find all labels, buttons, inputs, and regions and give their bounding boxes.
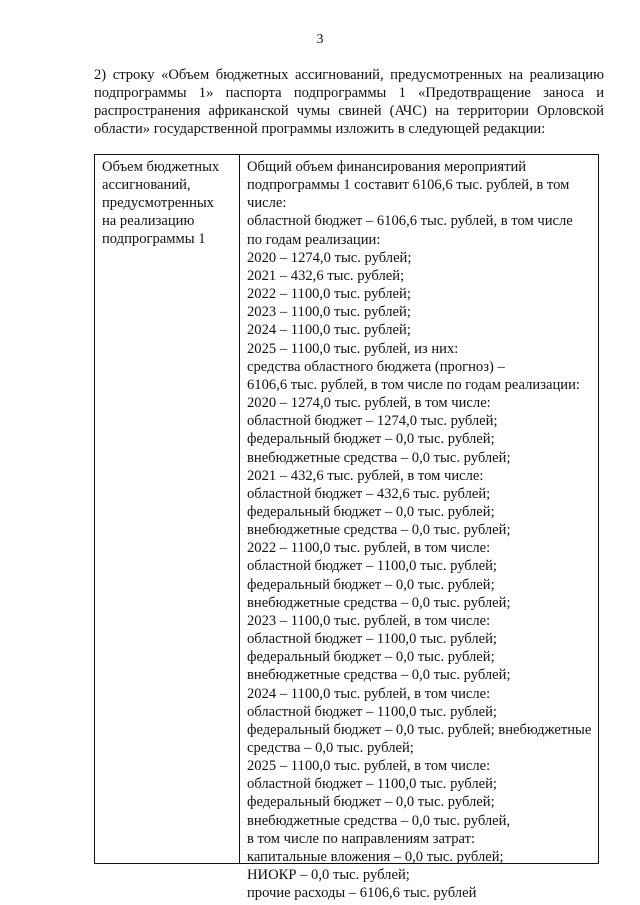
financing-line: областной бюджет – 1274,0 тыс. рублей; — [247, 413, 498, 430]
financing-line: внебюджетные средства – 0,0 тыс. рублей; — [247, 594, 511, 611]
financing-line: средства – 0,0 тыс. рублей; — [247, 740, 414, 756]
financing-line: областной бюджет – 1100,0 тыс. рублей; — [247, 776, 497, 793]
financing-line: числе: — [247, 195, 287, 212]
financing-line: 2023 – 1100,0 тыс. рублей; — [247, 304, 411, 321]
financing-line: 2024 – 1100,0 тыс. рублей; — [247, 322, 411, 339]
financing-line: внебюджетные средства – 0,0 тыс. рублей; — [247, 449, 511, 466]
intro-paragraph: 2) строку «Объем бюджетных ассигнований, предусмотренных на реализацию подпрограммы 1» паспорта подпрограммы 1 «Предотвращение заноса и распространения африканской чумы свиней (АЧС) на территории Орловской области» государственной программы изложить в следующей редакции: — [94, 67, 604, 137]
left-label-line: предусмотренных — [102, 195, 214, 211]
financing-line: в том числе по направлениям затрат: — [247, 830, 476, 847]
right-content-cell — [247, 158, 597, 902]
left-label-line: ассигнований, — [102, 177, 191, 193]
left-label-line: подпрограммы 1 — [102, 231, 206, 247]
financing-line: федеральный бюджет – 0,0 тыс. рублей; — [247, 794, 495, 811]
financing-line: федеральный бюджет – 0,0 тыс. рублей; — [247, 431, 495, 448]
financing-line: 6106,6 тыс. рублей, в том числе по годам реализации: — [247, 376, 580, 393]
financing-line: областной бюджет – 1100,0 тыс. рублей; — [247, 558, 497, 575]
financing-line: федеральный бюджет – 0,0 тыс. рублей; — [247, 649, 495, 666]
page-number: 3 — [316, 32, 324, 47]
financing-line: по годам реализации: — [247, 231, 381, 248]
financing-line: областной бюджет – 1100,0 тыс. рублей; — [247, 703, 497, 720]
financing-line: прочие расходы – 6106,6 тыс. рублей — [247, 885, 477, 902]
financing-line: 2022 – 1100,0 тыс. рублей, в том числе: — [247, 540, 491, 557]
financing-line: 2025 – 1100,0 тыс. рублей, из них: — [247, 340, 459, 357]
budget-table — [94, 154, 599, 902]
financing-line: подпрограммы 1 составит 6106,6 тыс. рублей, в том — [247, 177, 570, 194]
left-label-line: на реализацию — [102, 213, 195, 229]
financing-line: НИОКР – 0,0 тыс. рублей; — [247, 867, 410, 884]
financing-line: федеральный бюджет – 0,0 тыс. рублей; внебюджетные — [247, 721, 592, 738]
financing-line: средства областного бюджета (прогноз) – — [247, 358, 505, 375]
financing-line: федеральный бюджет – 0,0 тыс. рублей; — [247, 503, 495, 520]
financing-line: 2022 – 1100,0 тыс. рублей; — [247, 286, 411, 303]
financing-line: 2020 – 1274,0 тыс. рублей, в том числе: — [247, 395, 491, 412]
financing-line: 2020 – 1274,0 тыс. рублей; — [247, 249, 412, 266]
financing-line: областной бюджет – 6106,6 тыс. рублей, в том числе — [247, 213, 573, 230]
financing-line: областной бюджет – 432,6 тыс. рублей; — [247, 485, 491, 502]
financing-line: 2025 – 1100,0 тыс. рублей, в том числе: — [247, 758, 491, 775]
financing-line: капитальные вложения – 0,0 тыс. рублей; — [247, 848, 504, 865]
financing-line: Общий объем финансирования мероприятий — [247, 159, 527, 175]
financing-line: 2023 – 1100,0 тыс. рублей, в том числе: — [247, 612, 491, 629]
left-label-line: Объем бюджетных — [102, 159, 220, 175]
financing-line: внебюджетные средства – 0,0 тыс. рублей; — [247, 522, 511, 539]
left-label-cell — [102, 158, 237, 248]
financing-line: федеральный бюджет – 0,0 тыс. рублей; — [247, 576, 495, 593]
financing-line: внебюджетные средства – 0,0 тыс. рублей; — [247, 667, 511, 684]
financing-line: 2021 – 432,6 тыс. рублей, в том числе: — [247, 467, 484, 484]
financing-line: областной бюджет – 1100,0 тыс. рублей; — [247, 631, 497, 648]
financing-line: внебюджетные средства – 0,0 тыс. рублей, — [247, 812, 511, 829]
column-divider — [239, 155, 240, 863]
financing-line: 2021 – 432,6 тыс. рублей; — [247, 267, 405, 284]
financing-line: 2024 – 1100,0 тыс. рублей, в том числе: — [247, 685, 491, 702]
